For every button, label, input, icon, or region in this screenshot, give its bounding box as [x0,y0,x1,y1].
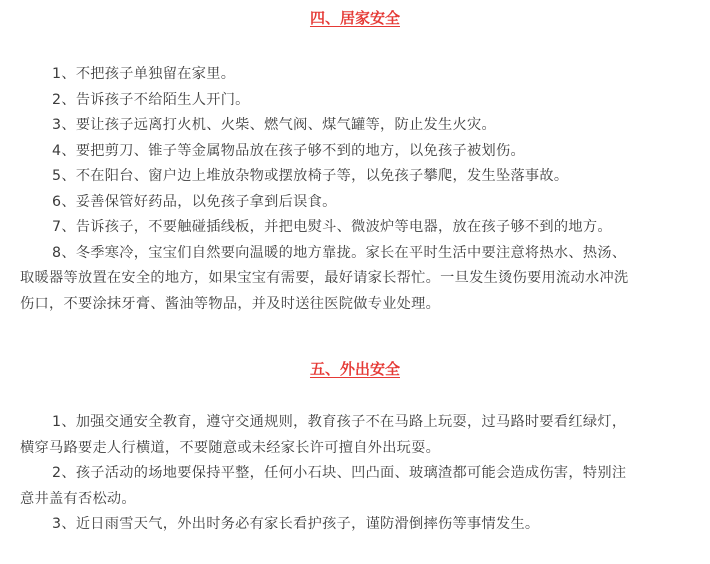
section-title-text: 四、居家安全 [309,9,400,27]
outdoor-safety-list [20,410,696,538]
section-title-home-safety [0,8,710,28]
list-item: 3、近日雨雪天气，外出时务必有家长看护孩子，谨防滑倒摔伤等事情发生。 [52,516,540,532]
list-item-continuation: 意井盖有否松动。 [20,490,136,507]
section-title-text: 五、外出安全 [309,360,400,378]
list-item: 2、孩子活动的场地要保持平整，任何小石块、凹凸面、玻璃渣都可能会造成伤害，特别注 [52,465,627,481]
list-item-continuation: 伤口，不要涂抹牙膏、酱油等物品，并及时送往医院做专业处理。 [20,295,441,312]
list-item-continuation: 横穿马路要走人行横道，不要随意或未经家长许可擅自外出玩耍。 [20,439,441,456]
home-safety-list [20,62,696,317]
list-item: 6、妥善保管好药品，以免孩子拿到后误食。 [52,193,337,210]
list-item-continuation: 取暖器等放置在安全的地方，如果宝宝有需要，最好请家长帮忙。一旦发生烫伤要用流动水冲洗 [20,270,629,286]
list-item: 1、不把孩子单独留在家里。 [52,66,236,82]
list-item: 2、告诉孩子不给陌生人开门。 [52,91,250,108]
section-title-outdoor-safety [0,359,710,379]
list-item: 4、要把剪刀、锥子等金属物品放在孩子够不到的地方，以免孩子被划伤。 [52,142,525,159]
list-item: 1、加强交通安全教育，遵守交通规则，教育孩子不在马路上玩耍，过马路时要看红绿灯， [52,414,627,430]
list-item: 3、要让孩子远离打火机、火柴、燃气阀、煤气罐等，防止发生火灾。 [52,117,496,133]
list-item: 7、告诉孩子，不要触碰插线板，并把电熨斗、微波炉等电器，放在孩子够不到的地方。 [52,219,612,235]
list-item: 8、冬季寒冷，宝宝们自然要向温暖的地方靠拢。家长在平时生活中要注意将热水、热汤、 [52,244,627,261]
list-item: 5、不在阳台、窗户边上堆放杂物或摆放椅子等，以免孩子攀爬，发生坠落事故。 [52,168,569,184]
